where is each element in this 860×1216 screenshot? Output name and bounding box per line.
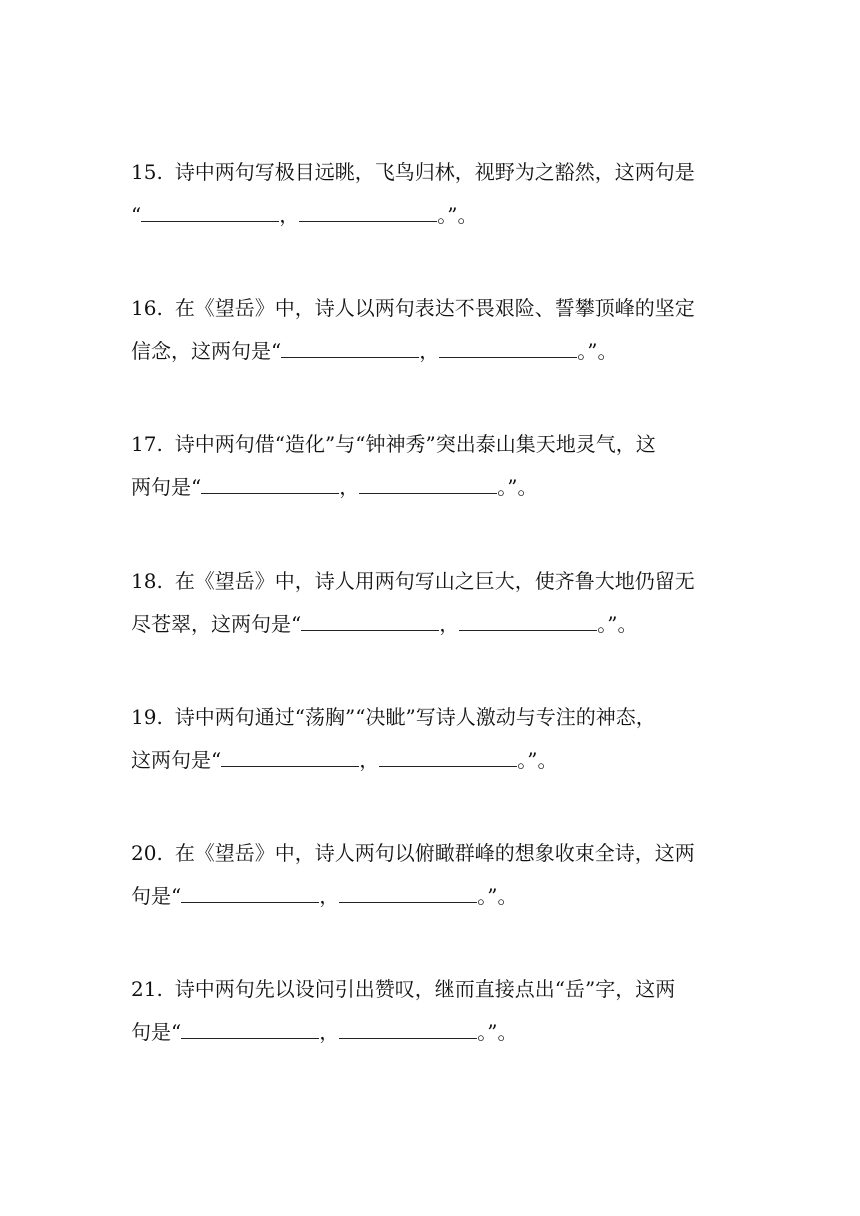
question-line-2: [131, 875, 731, 918]
question-19: [131, 696, 731, 782]
question-text: 在《望岳》中，诗人以两句表达不畏艰险、誓攀顶峰的坚定: [174, 296, 695, 320]
closing-punctuation: 。”。: [477, 1020, 518, 1044]
question-number: 16.: [131, 296, 163, 320]
closing-punctuation: 。”。: [577, 339, 618, 363]
question-text-continued: 句是“: [131, 1020, 182, 1044]
answer-blank-2[interactable]: [379, 748, 517, 767]
answer-blank-1[interactable]: [301, 612, 439, 631]
question-number: 21.: [131, 977, 163, 1001]
question-line-1: [131, 832, 731, 875]
question-text: 诗中两句先以设问引出赞叹，继而直接点出“岳”字，这两: [174, 977, 676, 1001]
question-20: [131, 832, 731, 918]
closing-punctuation: 。”。: [437, 203, 478, 227]
answer-blank-2[interactable]: [339, 884, 477, 903]
comma-separator: ，: [279, 203, 300, 227]
question-text: 诗中两句写极目远眺，飞鸟归林，视野为之豁然，这两句是: [174, 160, 695, 184]
question-text-continued: 句是“: [131, 884, 182, 908]
question-text: 在《望岳》中，诗人用两句写山之巨大，使齐鲁大地仍留无: [174, 569, 695, 593]
question-number: 17.: [131, 432, 163, 456]
answer-blank-1[interactable]: [141, 203, 279, 222]
closing-punctuation: 。”。: [477, 884, 518, 908]
question-line-2: [131, 739, 731, 782]
question-text: 诗中两句通过“荡胸”“决眦”写诗人激动与专注的神态，: [174, 705, 656, 729]
question-text-continued: 这两句是“: [131, 748, 222, 772]
comma-separator: ，: [339, 475, 360, 499]
question-text-continued: “: [131, 203, 142, 227]
comma-separator: ，: [439, 612, 460, 636]
question-number: 18.: [131, 569, 163, 593]
question-line-2: [131, 466, 731, 509]
answer-blank-1[interactable]: [181, 1020, 319, 1039]
answer-blank-1[interactable]: [221, 748, 359, 767]
comma-separator: ，: [359, 748, 380, 772]
closing-punctuation: 。”。: [497, 475, 538, 499]
answer-blank-2[interactable]: [339, 1020, 477, 1039]
answer-blank-1[interactable]: [201, 475, 339, 494]
question-text-continued: 尽苍翠，这两句是“: [131, 612, 302, 636]
question-line-1: [131, 423, 731, 466]
question-17: [131, 423, 731, 509]
comma-separator: ，: [319, 884, 340, 908]
question-21: [131, 968, 731, 1054]
closing-punctuation: 。”。: [517, 748, 558, 772]
question-text: 诗中两句借“造化”与“钟神秀”突出泰山集天地灵气，这: [174, 432, 656, 456]
question-line-1: [131, 968, 731, 1011]
question-16: [131, 287, 731, 373]
answer-blank-2[interactable]: [439, 339, 577, 358]
question-line-2: [131, 194, 731, 237]
comma-separator: ，: [419, 339, 440, 363]
answer-blank-2[interactable]: [359, 475, 497, 494]
question-text-continued: 信念，这两句是“: [131, 339, 282, 363]
question-line-1: [131, 560, 731, 603]
comma-separator: ，: [319, 1020, 340, 1044]
answer-blank-2[interactable]: [299, 203, 437, 222]
question-line-2: [131, 330, 731, 373]
question-number: 19.: [131, 705, 163, 729]
question-15: [131, 151, 731, 237]
closing-punctuation: 。”。: [597, 612, 638, 636]
question-18: [131, 560, 731, 646]
question-line-1: [131, 151, 731, 194]
question-line-1: [131, 287, 731, 330]
question-number: 20.: [131, 841, 163, 865]
question-text-continued: 两句是“: [131, 475, 202, 499]
answer-blank-2[interactable]: [459, 612, 597, 631]
answer-blank-1[interactable]: [281, 339, 419, 358]
question-line-1: [131, 696, 731, 739]
answer-blank-1[interactable]: [181, 884, 319, 903]
question-number: 15.: [131, 160, 163, 184]
question-text: 在《望岳》中，诗人两句以俯瞰群峰的想象收束全诗，这两: [174, 841, 695, 865]
question-line-2: [131, 603, 731, 646]
question-line-2: [131, 1011, 731, 1054]
